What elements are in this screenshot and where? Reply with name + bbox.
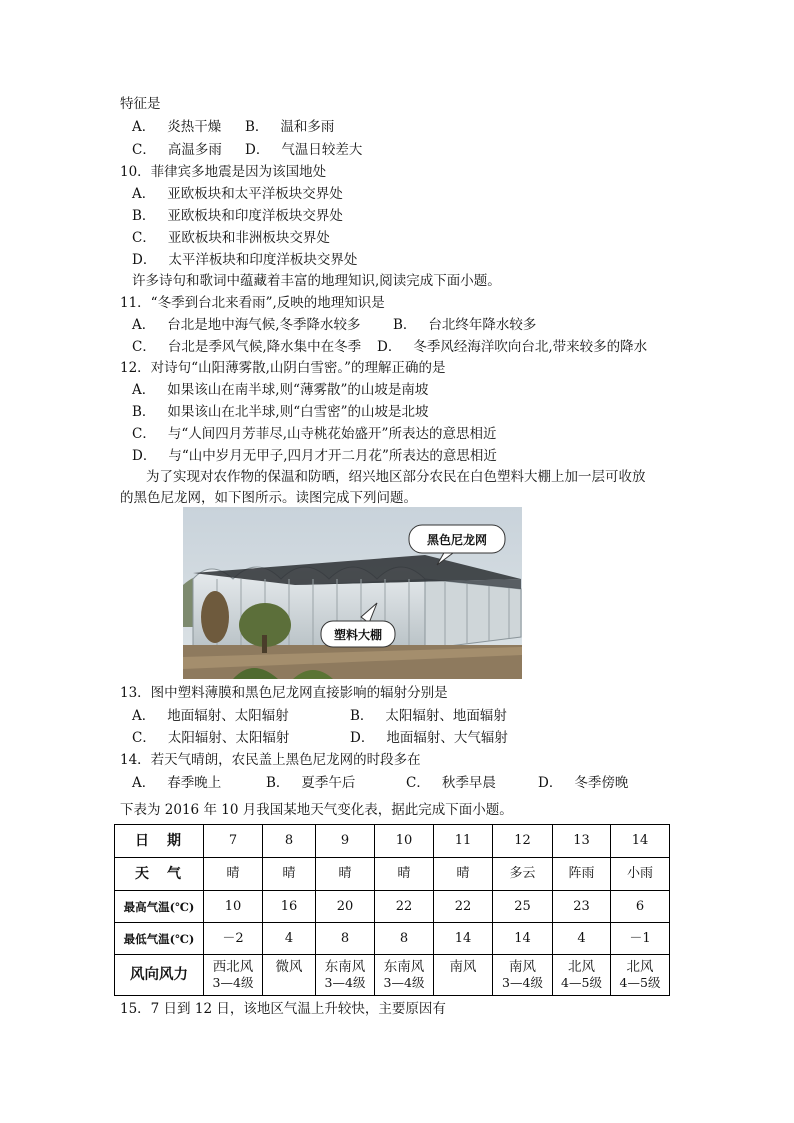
wind-level: 3—4级 (212, 975, 254, 990)
low-temp-cell: 14 (434, 923, 493, 955)
q10-option-d-row (132, 251, 357, 269)
q11-options-row1 (132, 316, 537, 334)
low-temp-cell: －2 (204, 923, 263, 955)
q12-option-a-letter: A． (132, 382, 156, 398)
q10-option-c-letter: C． (132, 230, 156, 246)
callout-shed-label: 塑料大棚 (333, 628, 383, 642)
q9-option-d-letter: D． (245, 142, 270, 158)
q9-option-b-wrap (245, 118, 334, 136)
label-low-temp: 最低气温(℃) (115, 923, 204, 955)
q11-option-b: 台北终年降水较多 (428, 317, 537, 333)
q13-option-d: 地面辐射、大气辐射 (386, 730, 508, 746)
wind-level: 3—4级 (502, 975, 543, 990)
q13-option-b: 太阳辐射、地面辐射 (385, 708, 507, 724)
q11-option-a-letter: A． (132, 317, 156, 333)
q14-option-b-letter: B． (266, 775, 290, 791)
weather-cell: 多云 (493, 858, 553, 891)
date-cell: 10 (375, 825, 434, 858)
wind-cell (553, 955, 611, 996)
q12-option-c: 与“人间四月芳菲尽,山寺桃花始盛开”所表达的意思相近 (167, 426, 497, 442)
weather-table (114, 824, 670, 996)
high-temp-cell: 6 (611, 891, 670, 923)
low-temp-cell: 8 (375, 923, 434, 955)
wind-cell (204, 955, 263, 996)
q11-options-row2 (132, 338, 648, 356)
intro-greenhouse-line2: 的黑色尼龙网，如下图所示。读图完成下列问题。 (120, 490, 417, 506)
q14-stem: 14．若天气晴朗，农民盖上黑色尼龙网的时段多在 (120, 752, 421, 768)
q12-option-b: 如果该山在北半球,则“白雪密”的山坡是北坡 (167, 404, 429, 420)
q11-option-d-wrap (377, 338, 647, 356)
q13-options-row2 (132, 729, 508, 747)
label-high-temp: 最高气温(℃) (115, 891, 204, 923)
q12-option-d: 与“山中岁月无甲子,四月才开二月花”所表达的意思相近 (168, 448, 497, 464)
row-high-temp (115, 891, 670, 923)
q10-option-d-letter: D． (132, 252, 157, 268)
wind-direction: 东南风 (324, 959, 366, 975)
weather-cell: 小雨 (611, 858, 670, 891)
q14-option-a-letter: A． (132, 775, 156, 791)
q9-option-d-wrap (245, 141, 362, 159)
q12-stem: 12．对诗句“山阳薄雾散,山阴白雪密。”的理解正确的是 (120, 360, 446, 376)
date-cell: 11 (434, 825, 493, 858)
q13-option-c-letter: C． (132, 730, 156, 746)
q11-stem: 11．“冬季到台北来看雨”,反映的地理知识是 (120, 295, 385, 311)
q10-option-c-row (132, 229, 330, 247)
q9-option-a: 炎热干燥 (167, 119, 222, 135)
label-date: 日 期 (115, 825, 204, 858)
q12-option-b-row (132, 403, 429, 421)
date-cell: 13 (553, 825, 611, 858)
date-cell: 7 (204, 825, 263, 858)
q9-option-d: 气温日较差大 (281, 142, 363, 158)
weather-cell: 晴 (204, 858, 263, 891)
q14-option-b-wrap (266, 774, 355, 792)
label-weather: 天 气 (115, 858, 204, 891)
wind-level: 4—5级 (619, 975, 661, 990)
q11-option-b-letter: B． (393, 317, 417, 333)
wind-direction: 北风 (568, 959, 595, 975)
q11-option-c-letter: C． (132, 339, 156, 355)
q9-option-b: 温和多雨 (280, 119, 335, 135)
q13-option-d-wrap (350, 729, 508, 747)
row-weather (115, 858, 670, 891)
wind-cell (493, 955, 553, 996)
q13-option-d-letter: D． (350, 730, 375, 746)
q11-option-c: 台北是季风气候,降水集中在冬季 (167, 339, 362, 355)
q14-options-row (132, 774, 629, 792)
high-temp-cell: 25 (493, 891, 553, 923)
row-wind (115, 955, 670, 996)
low-temp-cell: －1 (611, 923, 670, 955)
wind-cell (375, 955, 434, 996)
q15-stem: 15．7 日到 12 日，该地区气温上升较快，主要原因有 (120, 1001, 446, 1017)
weather-cell: 晴 (434, 858, 493, 891)
date-cell: 9 (316, 825, 375, 858)
wind-cell (434, 955, 493, 996)
q9-stem-tail: 特征是 (120, 96, 161, 112)
q13-option-a: 地面辐射、太阳辐射 (167, 708, 289, 724)
weather-cell: 晴 (375, 858, 434, 891)
wind-direction: 西北风 (212, 959, 254, 975)
q9-option-c-letter: C． (132, 142, 156, 158)
q13-option-b-wrap (350, 707, 507, 725)
weather-cell: 晴 (316, 858, 375, 891)
q14-option-b: 夏季午后 (301, 775, 356, 791)
q13-option-c: 太阳辐射、太阳辐射 (167, 730, 290, 746)
weather-cell: 阵雨 (553, 858, 611, 891)
q12-option-a: 如果该山在南半球,则“薄雾散”的山坡是南坡 (167, 382, 429, 398)
low-temp-cell: 14 (493, 923, 553, 955)
q11-option-d-letter: D． (377, 339, 402, 355)
callout-net-label: 黑色尼龙网 (426, 533, 488, 547)
wind-direction: 北风 (626, 959, 654, 975)
low-temp-cell: 8 (316, 923, 375, 955)
q9-option-c: 高温多雨 (167, 142, 222, 158)
q12-option-d-row (132, 447, 497, 465)
wind-level: 3—4级 (383, 975, 425, 990)
q12-option-a-row (132, 381, 428, 399)
high-temp-cell: 10 (204, 891, 263, 923)
intro-greenhouse-line1: 为了实现对农作物的保温和防晒，绍兴地区部分农民在白色塑料大棚上加一层可收放 (146, 469, 646, 485)
intro-poems: 许多诗句和歌词中蕴藏着丰富的地理知识,阅读完成下面小题。 (132, 273, 501, 289)
q9-options-row2 (132, 141, 363, 159)
q13-options-row1 (132, 707, 507, 725)
wind-direction: 南风 (449, 959, 477, 975)
label-wind: 风向风力 (115, 955, 204, 996)
low-temp-cell: 4 (553, 923, 611, 955)
q12-option-c-letter: C． (132, 426, 156, 442)
q14-option-a: 春季晚上 (167, 775, 222, 791)
high-temp-cell: 16 (263, 891, 316, 923)
q10-stem: 10．菲律宾多地震是因为该国地处 (120, 164, 327, 180)
high-temp-cell: 20 (316, 891, 375, 923)
q11-option-d: 冬季风经海洋吹向台北,带来较多的降水 (413, 339, 648, 355)
q13-option-b-letter: B． (350, 708, 374, 724)
greenhouse-photo (183, 507, 522, 679)
wind-direction: 微风 (275, 959, 303, 975)
date-cell: 12 (493, 825, 553, 858)
q9-options-row1 (132, 118, 335, 136)
row-date (115, 825, 670, 858)
q14-option-c-letter: C． (406, 775, 430, 791)
greenhouse-illustration (183, 507, 522, 679)
wind-direction: 东南风 (383, 959, 425, 975)
q14-option-d: 冬季傍晚 (574, 775, 629, 791)
date-cell: 8 (263, 825, 316, 858)
q10-option-a-letter: A． (132, 186, 156, 202)
q14-option-d-letter: D． (538, 775, 563, 791)
q13-stem: 13．图中塑料薄膜和黑色尼龙网直接影响的辐射分别是 (120, 685, 448, 701)
wind-cell (611, 955, 670, 996)
wind-direction: 南风 (509, 959, 536, 975)
intro-table: 下表为 2016 年 10 月我国某地天气变化表，据此完成下面小题。 (120, 802, 513, 818)
q10-option-a-row (132, 185, 343, 203)
low-temp-cell: 4 (263, 923, 316, 955)
q9-option-b-letter: B． (245, 119, 269, 135)
q10-option-a: 亚欧板块和太平洋板块交界处 (167, 186, 343, 202)
row-low-temp (115, 923, 670, 955)
wind-level: 4—5级 (561, 975, 602, 990)
q14-option-c-wrap (406, 774, 496, 792)
high-temp-cell: 22 (434, 891, 493, 923)
q11-option-b-wrap (393, 316, 536, 334)
high-temp-cell: 23 (553, 891, 611, 923)
date-cell: 14 (611, 825, 670, 858)
q12-option-b-letter: B． (132, 404, 156, 420)
wind-cell (263, 955, 316, 996)
q14-option-d-wrap (538, 774, 628, 792)
q10-option-b: 亚欧板块和印度洋板块交界处 (167, 208, 343, 224)
q11-option-a: 台北是地中海气候,冬季降水较多 (167, 317, 361, 333)
weather-cell: 晴 (263, 858, 316, 891)
high-temp-cell: 22 (375, 891, 434, 923)
wind-level: 3—4级 (324, 975, 366, 990)
q14-option-c: 秋季早晨 (441, 775, 496, 791)
q9-option-a-letter: A． (132, 119, 156, 135)
wind-cell (316, 955, 375, 996)
q10-option-c: 亚欧板块和非洲板块交界处 (167, 230, 330, 246)
q12-option-c-row (132, 425, 496, 443)
q10-option-b-row (132, 207, 343, 225)
q10-option-b-letter: B． (132, 208, 156, 224)
q10-option-d: 太平洋板块和印度洋板块交界处 (168, 252, 358, 268)
q13-option-a-letter: A． (132, 708, 156, 724)
q12-option-d-letter: D． (132, 448, 157, 464)
